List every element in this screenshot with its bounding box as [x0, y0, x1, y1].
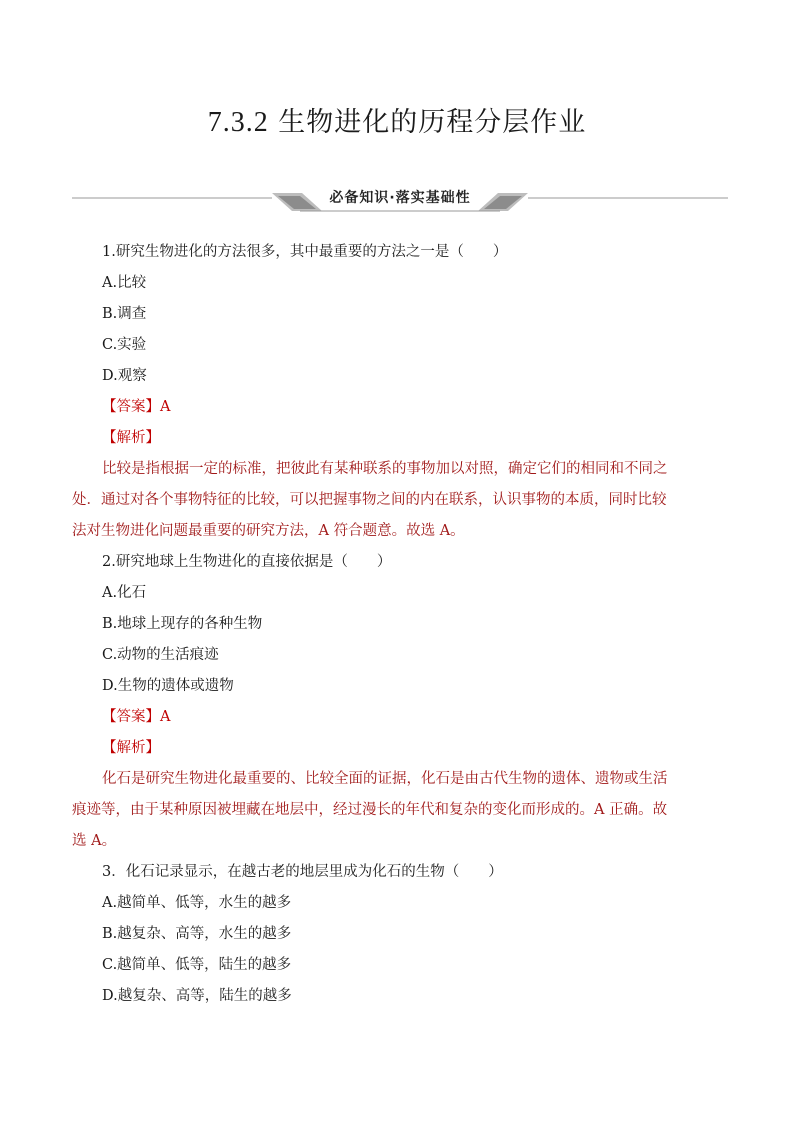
analysis-1 — [72, 454, 724, 547]
option-2d: D.生物的遗体或遗物 — [102, 678, 234, 694]
option-2b: B.地球上现存的各种生物 — [102, 616, 263, 632]
question-stem-1: 1.研究生物进化的方法很多，其中最重要的方法之一是（ ） — [102, 244, 508, 260]
analysis-label-1: 【解析】 — [102, 430, 160, 446]
analysis-line: 比较是指根据一定的标准，把彼此有某种联系的事物加以对照，确定它们的相同和不同之 — [102, 461, 668, 477]
analysis-line: 处．通过对各个事物特征的比较，可以把握事物之间的内在联系，认识事物的本质，同时比较 — [72, 492, 667, 508]
answer-value: A — [160, 709, 171, 725]
page-title — [0, 100, 794, 139]
question-list — [72, 237, 722, 1012]
analysis-line: 法对生物进化问题最重要的研究方法，A 符合题意。故选 A。 — [72, 523, 465, 539]
banner-title: 必备知识·落实基础性 — [329, 190, 471, 206]
analysis-line: 痕迹等，由于某种原因被埋藏在地层中，经过漫长的年代和复杂的变化而形成的。A 正确。故 — [72, 802, 668, 818]
option-3d: D.越复杂、高等，陆生的越多 — [102, 988, 292, 1004]
answer-label: 【答案】 — [102, 399, 160, 415]
analysis-2 — [72, 764, 724, 857]
answer-label: 【答案】 — [102, 709, 160, 725]
option-1b: B.调查 — [102, 306, 147, 322]
section-number: 7.3.2 — [207, 107, 269, 138]
answer-1 — [102, 392, 722, 423]
option-3b: B.越复杂、高等，水生的越多 — [102, 926, 292, 942]
section-banner — [72, 183, 728, 213]
title-text: 生物进化的历程分层作业 — [278, 107, 587, 138]
question-stem-2: 2.研究地球上生物进化的直接依据是（ ） — [102, 554, 392, 570]
option-2a: A.化石 — [102, 585, 147, 601]
option-1d: D.观察 — [102, 368, 147, 384]
question-stem-3: 3．化石记录显示，在越古老的地层里成为化石的生物（ ） — [102, 864, 503, 880]
analysis-line: 化石是研究生物进化最重要的、比较全面的证据，化石是由古代生物的遗体、遗物或生活 — [102, 771, 668, 787]
option-3c: C.越简单、低等，陆生的越多 — [102, 957, 292, 973]
analysis-label-2: 【解析】 — [102, 740, 160, 756]
answer-value: A — [160, 399, 171, 415]
answer-2 — [102, 702, 722, 733]
option-2c: C.动物的生活痕迹 — [102, 647, 219, 663]
analysis-line: 选 A。 — [72, 833, 117, 849]
option-3a: A.越简单、低等，水生的越多 — [102, 895, 292, 911]
option-1a: A.比较 — [102, 275, 147, 291]
option-1c: C.实验 — [102, 337, 147, 353]
